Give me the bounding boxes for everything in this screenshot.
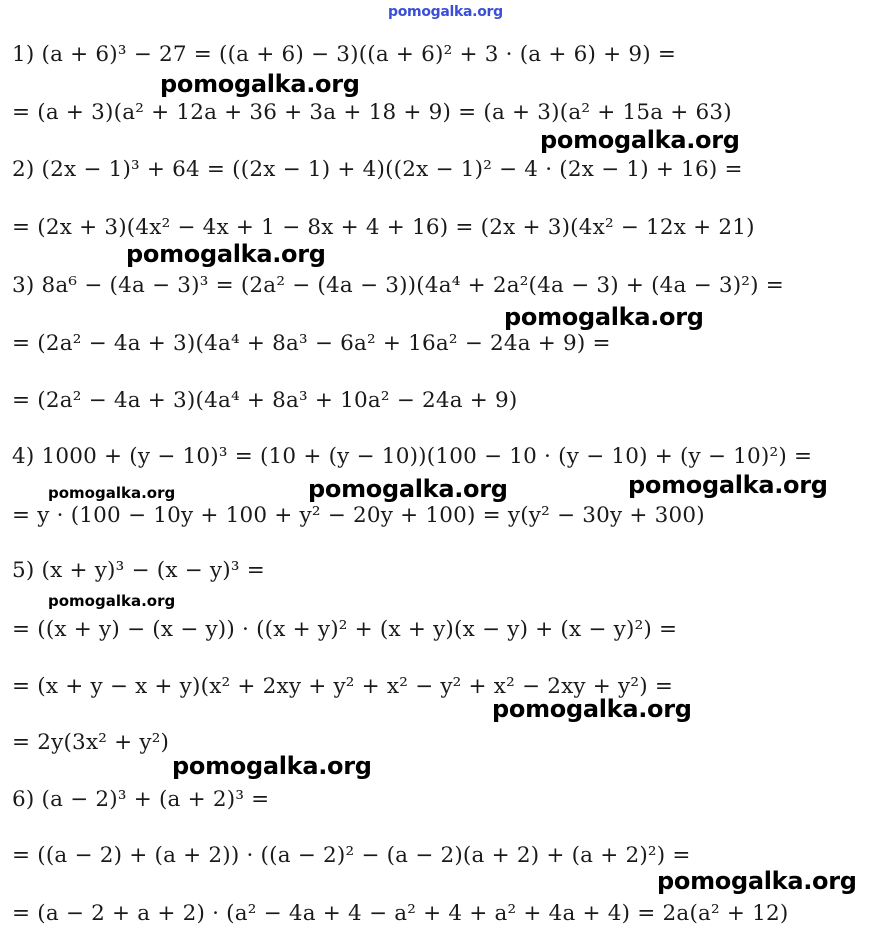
watermark: pomogalka.org <box>160 70 360 98</box>
watermark: pomogalka.org <box>308 475 508 503</box>
watermark-small: pomogalka.org <box>48 484 176 502</box>
line-1-result: = (a + 3)(a² + 12a + 36 + 3a + 18 + 9) = (a + 3)(a² + 15a + 63) <box>12 100 732 125</box>
line-3-result: = (2a² − 4a + 3)(4a⁴ + 8a³ + 10a² − 24a + 9) <box>12 388 518 413</box>
line-5-step-1: = ((x + y) − (x − y)) · ((x + y)² + (x + y)(x − y) + (x − y)²) = <box>12 617 678 642</box>
line-6-result: = (a − 2 + a + 2) · (a² − 4a + 4 − a² + 4 + a² + 4a + 4) = 2a(a² + 12) <box>12 901 789 926</box>
line-3-problem: 3) 8a⁶ − (4a − 3)³ = (2a² − (4a − 3))(4a⁴ + 2a²(4a − 3) + (4a − 3)²) = <box>12 273 784 298</box>
line-2-problem: 2) (2x − 1)³ + 64 = ((2x − 1) + 4)((2x − 1)² − 4 · (2x − 1) + 16) = <box>12 157 743 182</box>
line-5-step-2: = (x + y − x + y)(x² + 2xy + y² + x² − y² + x² − 2xy + y²) = <box>12 674 674 699</box>
line-3-step: = (2a² − 4a + 3)(4a⁴ + 8a³ − 6a² + 16a² − 24a + 9) = <box>12 331 611 356</box>
watermark: pomogalka.org <box>172 752 372 780</box>
line-6-step: = ((a − 2) + (a + 2)) · ((a − 2)² − (a − 2)(a + 2) + (a + 2)²) = <box>12 843 691 868</box>
line-6-problem: 6) (a − 2)³ + (a + 2)³ = <box>12 787 270 812</box>
watermark: pomogalka.org <box>492 695 692 723</box>
watermark: pomogalka.org <box>540 126 740 154</box>
watermark: pomogalka.org <box>126 240 326 268</box>
header-watermark: pomogalka.org <box>388 4 503 20</box>
line-5-problem: 5) (x + y)³ − (x − y)³ = <box>12 558 265 583</box>
watermark: pomogalka.org <box>504 303 704 331</box>
line-4-problem: 4) 1000 + (y − 10)³ = (10 + (y − 10))(100 − 10 · (y − 10) + (y − 10)²) = <box>12 444 813 469</box>
watermark: pomogalka.org <box>628 471 828 499</box>
line-4-result: = y · (100 − 10y + 100 + y² − 20y + 100) = y(y² − 30y + 300) <box>12 503 705 528</box>
line-1-problem: 1) (a + 6)³ − 27 = ((a + 6) − 3)((a + 6)² + 3 · (a + 6) + 9) = <box>12 42 677 67</box>
watermark: pomogalka.org <box>657 867 857 895</box>
line-5-result: = 2y(3x² + y²) <box>12 730 170 755</box>
line-2-result: = (2x + 3)(4x² − 4x + 1 − 8x + 4 + 16) = (2x + 3)(4x² − 12x + 21) <box>12 215 755 240</box>
watermark-small: pomogalka.org <box>48 592 176 610</box>
